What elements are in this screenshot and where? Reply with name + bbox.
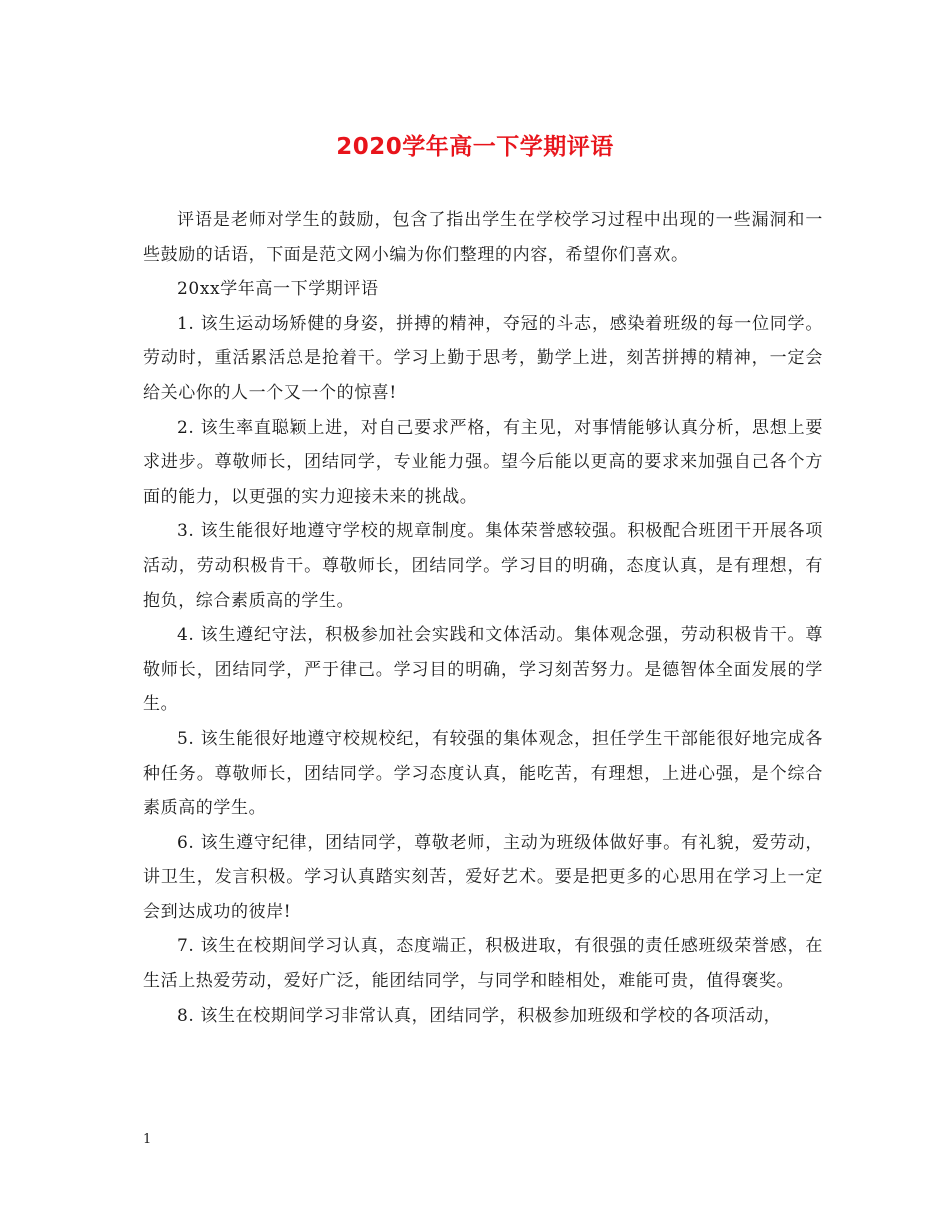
document-title: 2020学年高一下学期评语 — [336, 134, 614, 160]
document-body — [143, 203, 823, 1033]
section-heading: 20xx学年高一下学期评语 — [177, 279, 379, 300]
comment-paragraph-5: 5. 该生能很好地遵守校规校纪，有较强的集体观念，担任学生干部能很好地完成各种任务。尊敬师长，团结同学。学习态度认真，能吃苦，有理想，上进心强，是个综合素质高的学生。 — [143, 728, 823, 819]
intro-paragraph: 评语是老师对学生的鼓励，包含了指出学生在学校学习过程中出现的一些漏洞和一些鼓励的话语，下面是范文网小编为你们整理的内容，希望你们喜欢。 — [143, 210, 823, 265]
comment-paragraph-8: 8. 该生在校期间学习非常认真，团结同学，积极参加班级和学校的各项活动， — [177, 1005, 782, 1026]
comment-paragraph-4: 4. 该生遵纪守法，积极参加社会实践和文体活动。集体观念强，劳动积极肯干。尊敬师长，团结同学，严于律己。学习目的明确，学习刻苦努力。是德智体全面发展的学生。 — [143, 625, 823, 715]
comment-paragraph-1: 1. 该生运动场矫健的身姿，拼搏的精神，夺冠的斗志，感染着班级的每一位同学。劳动时，重活累活总是抢着干。学习上勤于思考，勤学上进，刻苦拼搏的精神，一定会给关心你的人一个又一个的惊喜! — [143, 313, 823, 403]
comment-paragraph-3: 3. 该生能很好地遵守学校的规章制度。集体荣誉感较强。积极配合班团干开展各项活动，劳动积极肯干。尊敬师长，团结同学。学习目的明确，态度认真，是有理想，有抱负，综合素质高的学生。 — [143, 521, 823, 611]
page-number: 1 — [143, 1132, 152, 1147]
comment-paragraph-6: 6. 该生遵守纪律，团结同学，尊敬老师，主动为班级体做好事。有礼貌，爱劳动，讲卫生，发言积极。学习认真踏实刻苦，爱好艺术。要是把更多的心思用在学习上一定会到达成功的彼岸! — [143, 832, 823, 922]
comment-paragraph-2: 2. 该生率直聪颖上进，对自己要求严格，有主见，对事情能够认真分析，思想上要求进步。尊敬师长，团结同学，专业能力强。望今后能以更高的要求来加强自己各个方面的能力，以更强的实力迎接未来的挑战。 — [143, 417, 823, 507]
comment-paragraph-7: 7. 该生在校期间学习认真，态度端正，积极进取，有很强的责任感班级荣誉感，在生活上热爱劳动，爱好广泛，能团结同学，与同学和睦相处，难能可贵，值得褒奖。 — [143, 936, 823, 992]
